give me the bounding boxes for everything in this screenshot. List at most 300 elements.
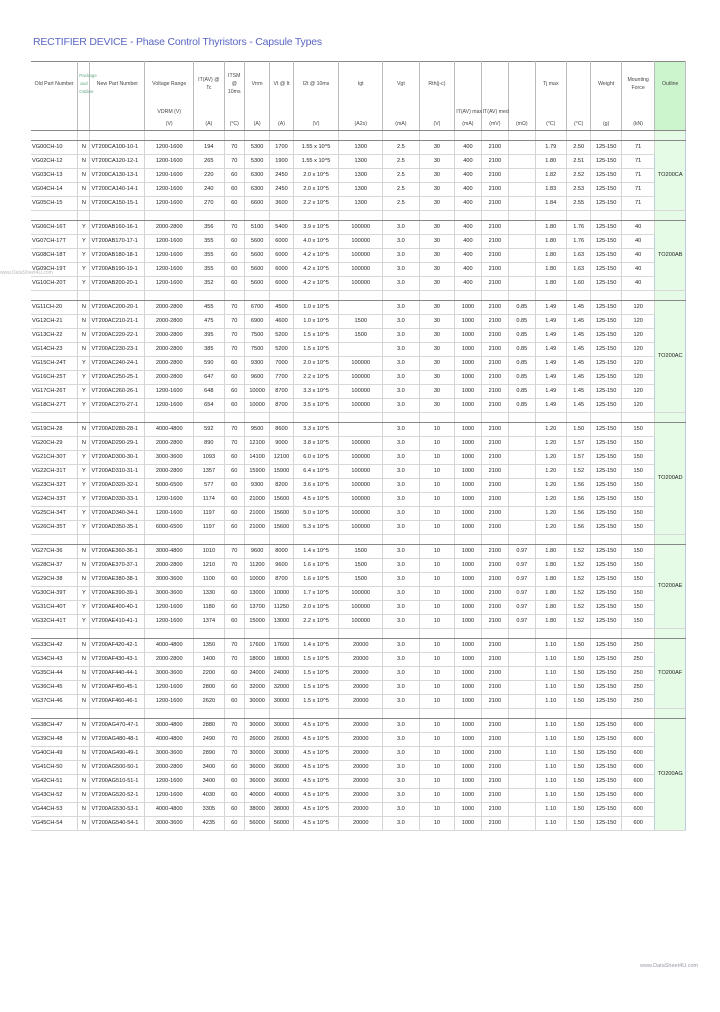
header-cell: Mounting Force: [621, 62, 655, 107]
table-cell: Y: [78, 263, 90, 277]
table-cell: Y: [78, 277, 90, 291]
table-cell: 100000: [339, 399, 383, 413]
table-cell: 3.0: [383, 399, 420, 413]
table-cell: 125-150: [591, 329, 621, 343]
old-part-number: VG23CH-32T: [31, 479, 78, 493]
table-cell: 1330: [194, 587, 224, 601]
table-cell: 10: [419, 695, 455, 709]
table-cell: 3.0: [383, 277, 420, 291]
table-cell: 1200-1600: [145, 263, 194, 277]
table-cell: 125-150: [591, 615, 621, 629]
table-cell: 60: [224, 587, 244, 601]
table-cell: 2100: [481, 221, 508, 235]
table-cell: 1093: [194, 451, 224, 465]
table-cell: 1.45: [567, 371, 591, 385]
new-part-number: VT200AF460-46-1: [90, 695, 145, 709]
table-cell: 70: [224, 653, 244, 667]
table-cell: 36000: [244, 761, 269, 775]
table-cell: Y: [78, 587, 90, 601]
table-cell: 3.5 x 10^5: [293, 399, 339, 413]
table-cell: 1.45: [567, 301, 591, 315]
table-cell: 592: [194, 423, 224, 437]
old-part-number: VG12CH-21: [31, 315, 78, 329]
table-cell: 1000: [455, 775, 481, 789]
table-cell: 70: [224, 719, 244, 733]
header-cell: Vrrm: [244, 62, 269, 107]
table-cell: 0.85: [509, 343, 535, 357]
old-part-number: VG18CH-27T: [31, 399, 78, 413]
table-cell: 32000: [244, 681, 269, 695]
table-cell: 1000: [455, 719, 481, 733]
table-cell: 125-150: [591, 451, 621, 465]
table-cell: 3.0: [383, 733, 420, 747]
old-part-number: VG37CH-46: [31, 695, 78, 709]
table-cell: 60: [224, 249, 244, 263]
table-cell: 2000-2800: [145, 465, 194, 479]
table-row: [31, 493, 686, 507]
table-cell: 2100: [481, 357, 508, 371]
table-cell: 2100: [481, 329, 508, 343]
table-cell: 36000: [270, 761, 293, 775]
table-row: [31, 343, 686, 357]
table-cell: 1174: [194, 493, 224, 507]
table-cell: N: [78, 169, 90, 183]
table-cell: 125-150: [591, 343, 621, 357]
table-cell: 475: [194, 315, 224, 329]
table-cell: 13700: [244, 601, 269, 615]
table-cell: 400: [455, 263, 481, 277]
table-cell: 1.52: [567, 587, 591, 601]
table-cell: 2100: [481, 169, 508, 183]
table-cell: 2.51: [567, 155, 591, 169]
table-cell: 36000: [244, 775, 269, 789]
table-cell: 1.56: [567, 479, 591, 493]
table-cell: 3.0: [383, 465, 420, 479]
table-cell: 1000: [455, 559, 481, 573]
table-cell: 40: [621, 277, 655, 291]
table-cell: 2880: [194, 719, 224, 733]
table-cell: 2100: [481, 263, 508, 277]
new-part-number: VT200CA130-13-1: [90, 169, 145, 183]
table-cell: N: [78, 681, 90, 695]
table-cell: 1.60: [567, 277, 591, 291]
table-cell: 1.50: [567, 761, 591, 775]
table-row: [31, 559, 686, 573]
table-cell: 2100: [481, 587, 508, 601]
table-cell: 3.0: [383, 587, 420, 601]
table-cell: 1.83: [535, 183, 567, 197]
table-cell: 270: [194, 197, 224, 211]
table-cell: 60: [224, 775, 244, 789]
table-cell: 2100: [481, 573, 508, 587]
table-cell: 2.2 x 10^5: [293, 371, 339, 385]
old-part-number: VG20CH-29: [31, 437, 78, 451]
table-cell: 1.55 x 10^5: [293, 141, 339, 155]
table-row: [31, 803, 686, 817]
table-cell: 8000: [270, 545, 293, 559]
table-cell: 3.6 x 10^5: [293, 479, 339, 493]
table-cell: N: [78, 559, 90, 573]
table-cell: 100000: [339, 371, 383, 385]
header-cell: (°C): [567, 118, 591, 131]
table-cell: Y: [78, 235, 90, 249]
table-row: [31, 719, 686, 733]
table-cell: 3000-4800: [145, 719, 194, 733]
table-cell: 3.8 x 10^5: [293, 437, 339, 451]
table-cell: 125-150: [591, 169, 621, 183]
table-cell: 100000: [339, 521, 383, 535]
table-cell: 1200-1600: [145, 169, 194, 183]
table-cell: 125-150: [591, 667, 621, 681]
outline-cell: TO200CA: [655, 141, 686, 211]
table-cell: 10: [419, 719, 455, 733]
table-cell: 1.80: [535, 277, 567, 291]
table-cell: [509, 465, 535, 479]
table-cell: 1900: [270, 155, 293, 169]
table-cell: 1.56: [567, 521, 591, 535]
table-cell: 6700: [244, 301, 269, 315]
table-cell: 10: [419, 451, 455, 465]
table-cell: 2.2 x 10^5: [293, 197, 339, 211]
table-cell: 125-150: [591, 573, 621, 587]
table-cell: 2.5: [383, 183, 420, 197]
table-cell: 3.0: [383, 329, 420, 343]
table-cell: 6000: [270, 277, 293, 291]
table-cell: 30000: [270, 719, 293, 733]
table-cell: 220: [194, 169, 224, 183]
table-row: [31, 545, 686, 559]
table-cell: N: [78, 747, 90, 761]
table-cell: 2890: [194, 747, 224, 761]
header-cell: [31, 106, 78, 118]
table-row: [31, 601, 686, 615]
table-cell: 40000: [270, 789, 293, 803]
header-cell: [383, 106, 420, 118]
table-cell: 1200-1600: [145, 249, 194, 263]
new-part-number: VT200AG480-48-1: [90, 733, 145, 747]
table-cell: 10: [419, 559, 455, 573]
table-cell: 100000: [339, 479, 383, 493]
table-cell: N: [78, 423, 90, 437]
table-cell: 3.0: [383, 343, 420, 357]
table-cell: 18000: [270, 653, 293, 667]
table-cell: 1.20: [535, 507, 567, 521]
table-cell: 1200-1600: [145, 507, 194, 521]
table-cell: 18000: [244, 653, 269, 667]
table-cell: 60: [224, 493, 244, 507]
table-cell: 60: [224, 521, 244, 535]
table-cell: 125-150: [591, 775, 621, 789]
table-cell: Y: [78, 615, 90, 629]
header-cell: [621, 106, 655, 118]
table-cell: 1.80: [535, 601, 567, 615]
table-cell: 30000: [244, 695, 269, 709]
old-part-number: VG34CH-43: [31, 653, 78, 667]
table-cell: 125-150: [591, 747, 621, 761]
table-cell: 60: [224, 357, 244, 371]
table-cell: 1.45: [567, 315, 591, 329]
table-cell: 100000: [339, 277, 383, 291]
table-cell: 250: [621, 667, 655, 681]
table-cell: 2100: [481, 719, 508, 733]
table-cell: 30: [419, 141, 455, 155]
header-cell: Outline: [655, 62, 686, 107]
header-cell: Rth(j-c): [419, 62, 455, 107]
old-part-number: VG25CH-34T: [31, 507, 78, 521]
table-row: [31, 329, 686, 343]
table-cell: 24000: [244, 667, 269, 681]
table-cell: 1200-1600: [145, 141, 194, 155]
table-cell: 125-150: [591, 263, 621, 277]
table-cell: 3000-4800: [145, 545, 194, 559]
table-cell: 4.5 x 10^5: [293, 775, 339, 789]
table-row: [31, 817, 686, 831]
table-cell: [339, 423, 383, 437]
old-part-number: VG07CH-17T: [31, 235, 78, 249]
table-cell: 250: [621, 653, 655, 667]
table-cell: [509, 141, 535, 155]
table-cell: [509, 479, 535, 493]
header-cell: [655, 118, 686, 131]
table-cell: 10000: [244, 385, 269, 399]
table-cell: 194: [194, 141, 224, 155]
table-cell: 30: [419, 155, 455, 169]
table-cell: 10: [419, 573, 455, 587]
table-cell: 3.0: [383, 667, 420, 681]
table-cell: Y: [78, 521, 90, 535]
table-cell: 56000: [244, 817, 269, 831]
table-cell: 5200: [270, 329, 293, 343]
table-cell: 3.0: [383, 423, 420, 437]
old-part-number: VG30CH-39T: [31, 587, 78, 601]
table-cell: 10: [419, 733, 455, 747]
table-cell: 4600: [270, 315, 293, 329]
new-part-number: VT200AG470-47-1: [90, 719, 145, 733]
table-cell: 1200-1600: [145, 155, 194, 169]
table-cell: 3.3 x 10^5: [293, 423, 339, 437]
table-cell: 120: [621, 385, 655, 399]
table-cell: 1.20: [535, 465, 567, 479]
table-cell: 1000: [455, 615, 481, 629]
table-cell: 4.5 x 10^5: [293, 803, 339, 817]
table-cell: 7500: [244, 343, 269, 357]
table-cell: 1.80: [535, 221, 567, 235]
table-cell: 30000: [270, 747, 293, 761]
table-cell: 1300: [339, 183, 383, 197]
table-cell: 125-150: [591, 155, 621, 169]
table-cell: 6300: [244, 183, 269, 197]
table-cell: N: [78, 343, 90, 357]
table-cell: 590: [194, 357, 224, 371]
table-cell: 1.4 x 10^5: [293, 639, 339, 653]
table-cell: 125-150: [591, 493, 621, 507]
table-cell: 125-150: [591, 235, 621, 249]
table-cell: 1200-1600: [145, 399, 194, 413]
table-cell: 4500: [270, 301, 293, 315]
table-cell: 4.5 x 10^5: [293, 761, 339, 775]
table-row: [31, 197, 686, 211]
table-cell: [509, 681, 535, 695]
table-cell: 3.0: [383, 371, 420, 385]
table-cell: 125-150: [591, 479, 621, 493]
new-part-number: VT200AC210-21-1: [90, 315, 145, 329]
table-cell: 3000-3600: [145, 587, 194, 601]
table-row: [31, 183, 686, 197]
old-part-number: VG36CH-45: [31, 681, 78, 695]
table-cell: 10: [419, 545, 455, 559]
table-cell: 10: [419, 803, 455, 817]
header-cell: [509, 106, 535, 118]
table-cell: 1.76: [567, 221, 591, 235]
table-cell: 100000: [339, 615, 383, 629]
table-row: [31, 451, 686, 465]
table-cell: 3.0: [383, 803, 420, 817]
table-cell: 2100: [481, 789, 508, 803]
table-cell: 600: [621, 733, 655, 747]
header-cell: (mA): [455, 118, 481, 131]
table-cell: 100000: [339, 263, 383, 277]
table-cell: 1.55 x 10^5: [293, 155, 339, 169]
table-cell: 1.76: [567, 235, 591, 249]
header-cell: Weight: [591, 62, 621, 107]
header-cell: [567, 62, 591, 107]
header-cell: [194, 106, 224, 118]
table-body: [31, 131, 686, 831]
new-part-number: VT200AB180-18-1: [90, 249, 145, 263]
table-cell: 150: [621, 465, 655, 479]
table-cell: 250: [621, 681, 655, 695]
new-part-number: VT200AD310-31-1: [90, 465, 145, 479]
table-cell: 1000: [455, 789, 481, 803]
table-cell: [509, 789, 535, 803]
table-cell: 20000: [339, 761, 383, 775]
table-cell: 3.0: [383, 817, 420, 831]
table-cell: 1.57: [567, 437, 591, 451]
table-cell: 60: [224, 615, 244, 629]
old-part-number: VG41CH-50: [31, 761, 78, 775]
table-cell: 1500: [339, 315, 383, 329]
table-cell: 2000-2800: [145, 329, 194, 343]
table-cell: 125-150: [591, 385, 621, 399]
watermark-left: www.DataSheet4U.com: [0, 270, 53, 276]
old-part-number: VG42CH-51: [31, 775, 78, 789]
table-cell: 30: [419, 249, 455, 263]
new-part-number: VT200CA120-12-1: [90, 155, 145, 169]
table-row: [31, 653, 686, 667]
table-cell: 10: [419, 639, 455, 653]
table-cell: 60: [224, 803, 244, 817]
table-cell: N: [78, 315, 90, 329]
table-cell: 70: [224, 423, 244, 437]
table-cell: 577: [194, 479, 224, 493]
table-cell: 3.0: [383, 385, 420, 399]
new-part-number: VT200AB200-20-1: [90, 277, 145, 291]
table-cell: 1.45: [567, 399, 591, 413]
table-cell: 2000-2800: [145, 437, 194, 451]
table-cell: 10000: [244, 399, 269, 413]
table-cell: 20000: [339, 639, 383, 653]
new-part-number: VT200AE360-36-1: [90, 545, 145, 559]
table-cell: 40: [621, 249, 655, 263]
table-cell: Y: [78, 385, 90, 399]
old-part-number: VG26CH-35T: [31, 521, 78, 535]
table-cell: 125-150: [591, 719, 621, 733]
new-part-number: VT200AG490-49-1: [90, 747, 145, 761]
table-cell: [509, 803, 535, 817]
table-cell: 150: [621, 437, 655, 451]
table-cell: 2.5: [383, 141, 420, 155]
table-cell: 1.10: [535, 817, 567, 831]
table-cell: 15600: [270, 493, 293, 507]
table-cell: 1200-1600: [145, 615, 194, 629]
table-cell: 1.5 x 10^5: [293, 329, 339, 343]
table-cell: 2100: [481, 733, 508, 747]
header-cell: (A): [244, 118, 269, 131]
table-cell: 1000: [455, 371, 481, 385]
new-part-number: VT200AD350-35-1: [90, 521, 145, 535]
table-cell: 20000: [339, 653, 383, 667]
table-cell: 40: [621, 235, 655, 249]
table-cell: 1.50: [567, 747, 591, 761]
table-cell: N: [78, 545, 90, 559]
table-cell: 10: [419, 653, 455, 667]
old-part-number: VG24CH-33T: [31, 493, 78, 507]
table-cell: 3.0: [383, 545, 420, 559]
header-cell: ITSM @ 10ms: [224, 62, 244, 107]
table-cell: 125-150: [591, 423, 621, 437]
table-cell: 400: [455, 197, 481, 211]
table-cell: 1.52: [567, 601, 591, 615]
table-cell: 125-150: [591, 545, 621, 559]
table-cell: 0.97: [509, 615, 535, 629]
outline-cell: TO200AF: [655, 639, 686, 709]
table-cell: 71: [621, 197, 655, 211]
group-separator: [31, 535, 686, 545]
table-row: [31, 639, 686, 653]
header-cell: (kN): [621, 118, 655, 131]
table-cell: 2100: [481, 667, 508, 681]
table-cell: 125-150: [591, 789, 621, 803]
table-cell: 1210: [194, 559, 224, 573]
table-cell: 9300: [244, 479, 269, 493]
new-part-number: VT200AG510-51-1: [90, 775, 145, 789]
table-cell: 1300: [339, 141, 383, 155]
table-cell: 8600: [270, 423, 293, 437]
new-part-number: VT200AD290-29-1: [90, 437, 145, 451]
table-cell: 356: [194, 221, 224, 235]
table-cell: 1.50: [567, 639, 591, 653]
new-part-number: VT200AF440-44-1: [90, 667, 145, 681]
table-cell: 150: [621, 573, 655, 587]
table-cell: 30: [419, 343, 455, 357]
table-cell: 70: [224, 545, 244, 559]
table-cell: 0.85: [509, 385, 535, 399]
old-part-number: VG32CH-41T: [31, 615, 78, 629]
table-cell: 1000: [455, 329, 481, 343]
table-cell: 1.80: [535, 559, 567, 573]
table-cell: N: [78, 197, 90, 211]
table-cell: 1000: [455, 761, 481, 775]
new-part-number: VT200AE370-37-1: [90, 559, 145, 573]
table-cell: 100000: [339, 601, 383, 615]
header-cell: Tj max: [535, 62, 567, 107]
table-cell: 60: [224, 371, 244, 385]
table-cell: 6000-6500: [145, 521, 194, 535]
table-cell: 4.5 x 10^5: [293, 719, 339, 733]
table-cell: 71: [621, 141, 655, 155]
table-cell: 1.45: [567, 329, 591, 343]
table-cell: N: [78, 639, 90, 653]
